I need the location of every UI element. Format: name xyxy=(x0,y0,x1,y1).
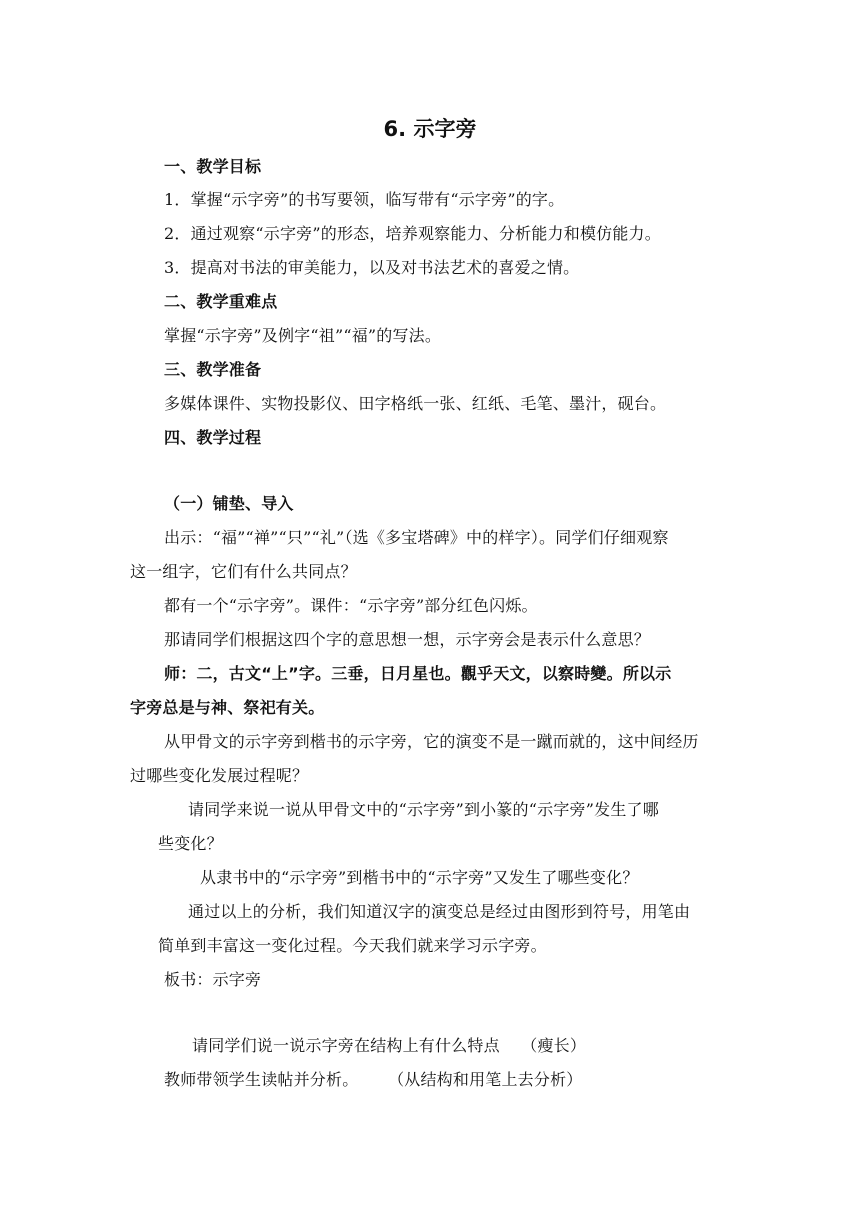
paragraph-6-line-1: 请同学来说一说从甲骨文中的“示字旁”到小篆的“示字旁”发生了哪 xyxy=(188,800,659,819)
paragraph-8-line-2: 简单到丰富这一变化过程。今天我们就来学习示字旁。 xyxy=(158,936,547,955)
teacher-note-line-1: 师：二，古文“上”字。三垂，日月星也。觀乎天文，以察時變。所以示 xyxy=(164,664,672,683)
page-title: 6. 示字旁 xyxy=(383,117,477,141)
paragraph-5-line-1: 从甲骨文的示字旁到楷书的示字旁，它的演变不是一蹴而就的，这中间经历 xyxy=(164,732,699,751)
goal-item-2: 2．通过观察“示字旁”的形态，培养观察能力、分析能力和模仿能力。 xyxy=(164,224,661,243)
preparation-heading: 三、教学准备 xyxy=(164,360,262,379)
paragraph-6-line-2: 些变化？ xyxy=(158,834,223,853)
teacher-note-line-2: 字旁总是与神、祭祀有关。 xyxy=(130,698,325,717)
paragraph-7: 从隶书中的“示字旁”到楷书中的“示字旁”又发生了哪些变化？ xyxy=(200,868,639,887)
key-points-heading: 二、教学重难点 xyxy=(164,292,278,311)
process-heading: 四、教学过程 xyxy=(164,428,262,447)
board-writing: 板书：示字旁 xyxy=(164,970,262,989)
process-sub-heading: （一）铺垫、导入 xyxy=(164,494,294,513)
goal-item-3: 3．提高对书法的审美能力，以及对书法艺术的喜爱之情。 xyxy=(164,258,580,277)
goals-heading: 一、教学目标 xyxy=(164,157,262,176)
preparation-text: 多媒体课件、实物投影仪、田字格纸一张、红纸、毛笔、墨汁，砚台。 xyxy=(164,394,667,413)
paragraph-11: 教师带领学生读帖并分析。 （从结构和用笔上去分析） xyxy=(164,1070,583,1089)
paragraph-3: 那请同学们根据这四个字的意思想一想，示字旁会是表示什么意思？ xyxy=(164,630,651,649)
paragraph-5-line-2: 过哪些变化发展过程呢？ xyxy=(130,766,309,785)
paragraph-1-line-2: 这一组字，它们有什么共同点？ xyxy=(130,562,357,581)
paragraph-2: 都有一个“示字旁”。课件：“示字旁”部分红色闪烁。 xyxy=(164,596,538,615)
paragraph-1-line-1: 出示：“福”“禅”“只”“礼”（选《多宝塔碑》中的样字）。同学们仔细观察 xyxy=(164,528,669,547)
paragraph-8-line-1: 通过以上的分析，我们知道汉字的演变总是经过由图形到符号，用笔由 xyxy=(188,902,691,921)
goal-item-1: 1．掌握“示字旁”的书写要领，临写带有“示字旁”的字。 xyxy=(164,190,565,209)
key-points-text: 掌握“示字旁”及例字“祖”“福”的写法。 xyxy=(164,326,442,345)
paragraph-10: 请同学们说一说示字旁在结构上有什么特点 （瘦长） xyxy=(192,1036,587,1055)
